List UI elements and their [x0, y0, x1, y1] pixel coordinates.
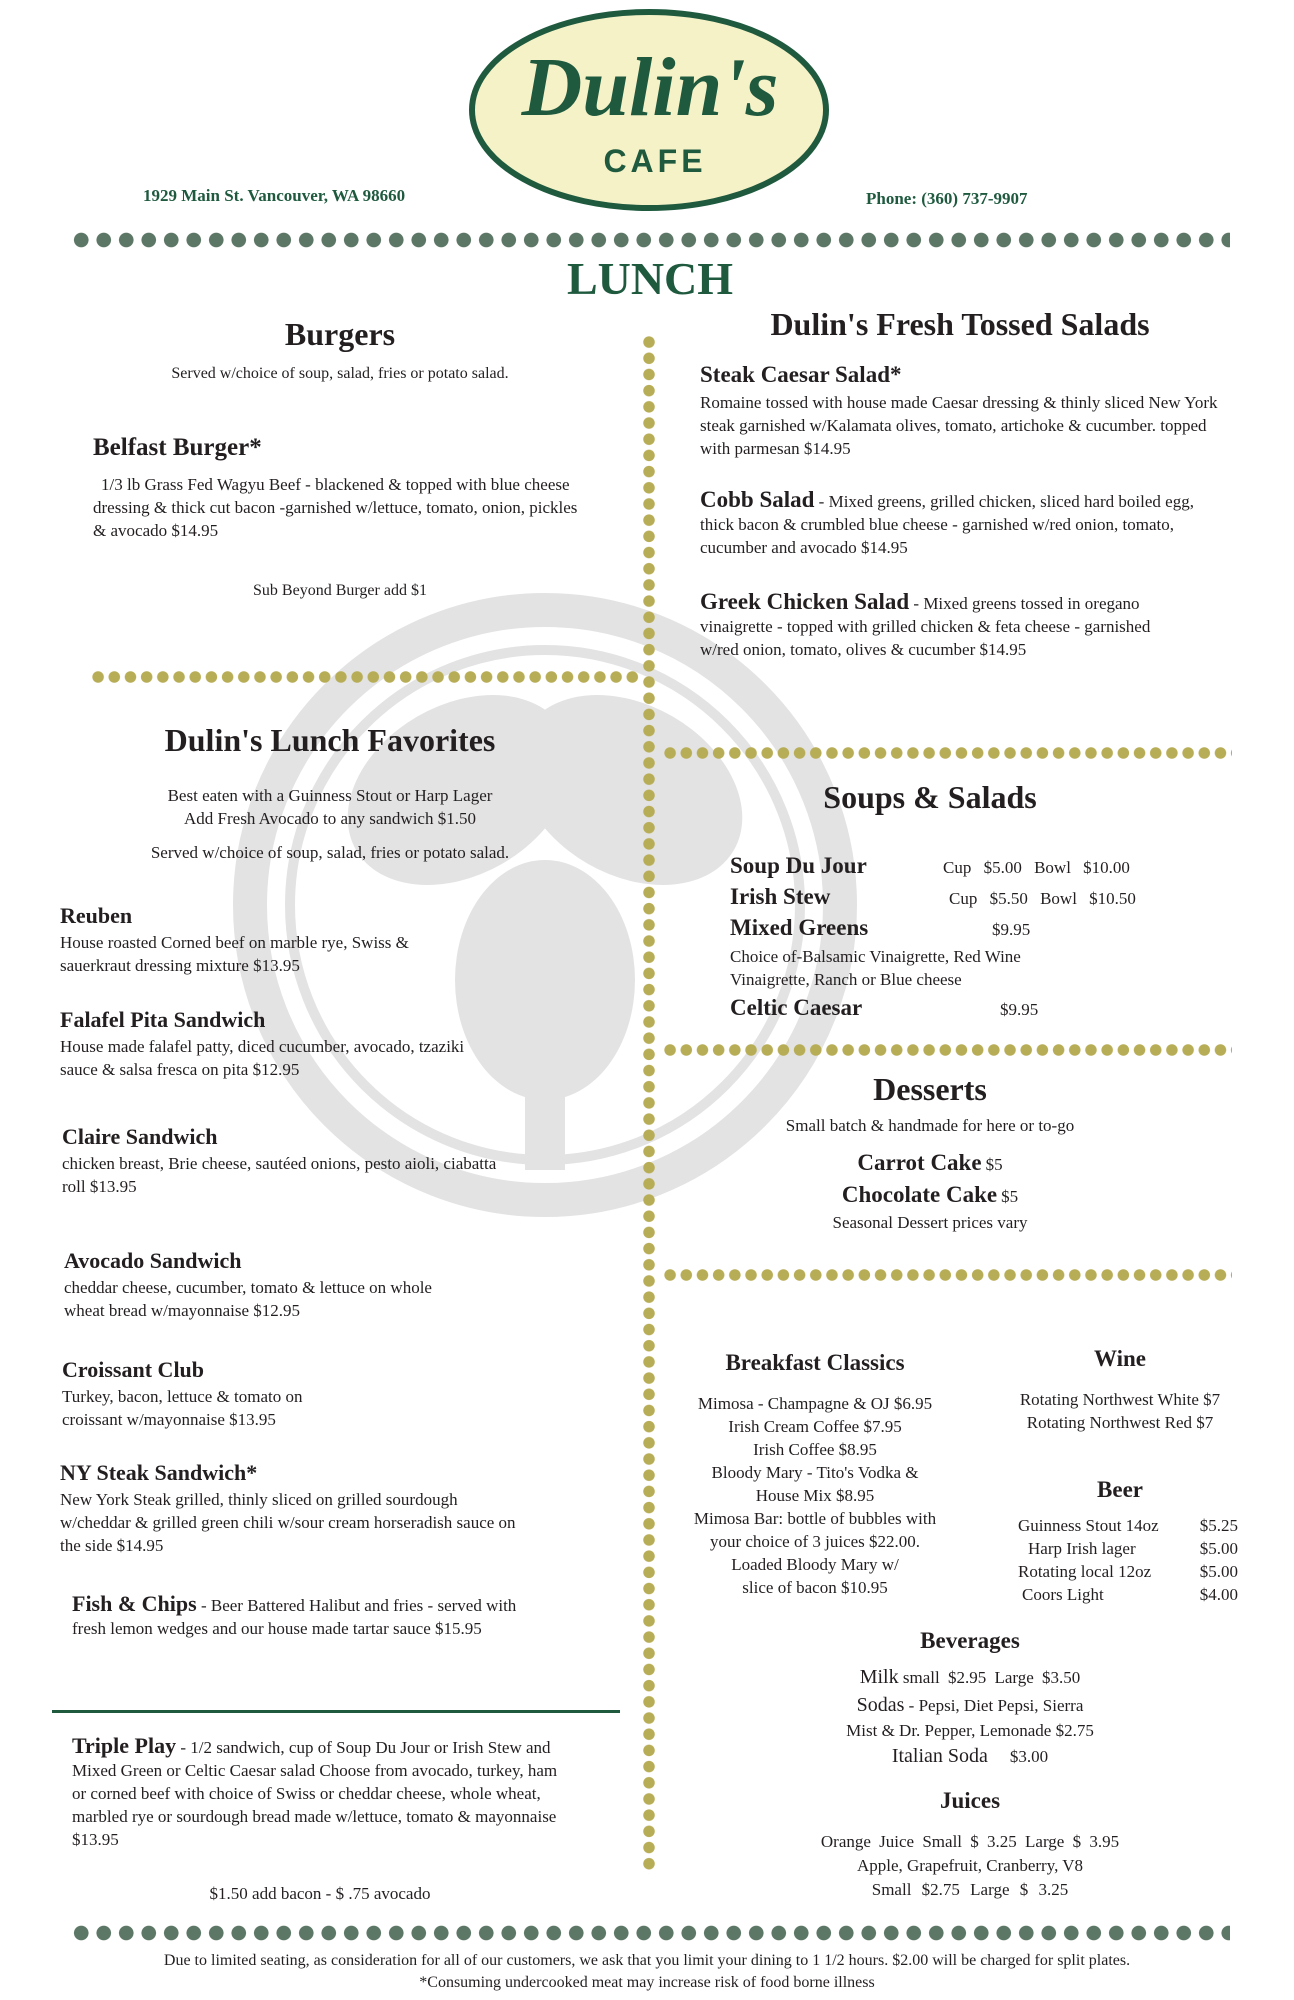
fav-item-desc: chicken breast, Brie cheese, sautéed onions, pesto aioli, ciabatta roll $13.95 [62, 1154, 497, 1196]
soup-row [730, 915, 1200, 941]
sodas-line [770, 1694, 1170, 1717]
breakfast-line: your choice of 3 juices $22.00. [709, 1532, 921, 1551]
fish-chips [72, 1592, 522, 1640]
triple-play-extra: $1.50 add bacon - $ .75 avocado [209, 1884, 431, 1903]
soup-row [730, 884, 1200, 910]
beverages-title: Beverages [920, 1628, 1020, 1653]
soup-row [730, 995, 1200, 1021]
salad-item-name: Cobb Salad [700, 487, 815, 512]
sodas-label: Sodas [856, 1694, 905, 1716]
fav-item-desc: House made falafel patty, diced cucumber, avocado, tzaziki sauce & salsa fresca on pita $12.95 [60, 1037, 465, 1079]
beer-title: Beer [1097, 1477, 1143, 1502]
breakfast-line: Mimosa - Champagne & OJ $6.95 [697, 1394, 933, 1413]
breakfast-line: slice of bacon $10.95 [742, 1578, 888, 1597]
breakfast-line: House Mix $8.95 [755, 1486, 875, 1505]
italian-soda-label: Italian Soda [891, 1745, 988, 1767]
salad-item-desc: Romaine tossed with house made Caesar dressing & thinly sliced New York steak garnished w/Kalamata olives, tomato, artichoke & cucumber. topped with parmesan $14.95 [700, 393, 1218, 458]
burgers-subtitle: Served w/choice of soup, salad, fries or potato salad. [171, 365, 509, 382]
milk-price: small $2.95 Large $3.50 [902, 1668, 1081, 1687]
juices-line2: Apple, Grapefruit, Cranberry, V8 [856, 1856, 1084, 1875]
column-divider [642, 334, 656, 1874]
soup-price: Cup $5.50 Bowl $10.50 [949, 889, 1136, 908]
beer-price: $4.00 [1199, 1585, 1238, 1604]
beer-price: $5.00 [1199, 1562, 1238, 1581]
soup-price: $9.95 [1000, 1000, 1039, 1019]
breakfast-line: Mimosa Bar: bottle of bubbles with [693, 1509, 937, 1528]
wine-line: Rotating Northwest White $7 [1019, 1390, 1221, 1409]
address: 1929 Main St. Vancouver, WA 98660 [143, 186, 406, 205]
triple-play-desc: - 1/2 sandwich, cup of Soup Du Jour or Irish Stew and Mixed Green or Celtic Caesar salad Choose from avocado, turkey, ham or corned beef with choice of Swiss or cheddar cheese, whole wheat, marbled rye or sourdough bread made w/lettuce, tomato & mayonnaise $13.95 [72, 1738, 558, 1849]
desserts-note: Seasonal Dessert prices vary [832, 1213, 1028, 1232]
logo-name: Dulin's [521, 41, 779, 134]
breakfast-list [660, 1392, 970, 1599]
italian-soda-line [770, 1745, 1170, 1768]
bottom-divider [70, 1924, 1230, 1942]
salad-item-name: Steak Caesar Salad* [700, 362, 902, 387]
cobb-salad [700, 488, 1210, 559]
beer-list [1018, 1514, 1238, 1606]
belfast-burger-name: Belfast Burger* [93, 434, 262, 461]
dessert-name: Chocolate Cake [841, 1182, 998, 1207]
soup-name: Soup Du Jour [730, 853, 867, 878]
triple-play [72, 1734, 572, 1851]
breakfast-title: Breakfast Classics [725, 1350, 905, 1375]
salad-item-name: Greek Chicken Salad [700, 589, 910, 614]
juices-line1: Orange Juice Small $ 3.25 Large $ 3.95 [820, 1832, 1120, 1851]
beer-name: Guinness Stout 14oz [1018, 1516, 1159, 1535]
juices-line3: Small $2.75 Large $ 3.25 [871, 1880, 1069, 1899]
milk-line [770, 1666, 1170, 1689]
fav-item-name: Croissant Club [62, 1357, 205, 1382]
desserts-divider [662, 1268, 1232, 1282]
fav-item-name: Reuben [60, 903, 133, 928]
fav-item-name: Falafel Pita Sandwich [60, 1007, 266, 1032]
breakfast-line: Loaded Bloody Mary w/ [731, 1555, 899, 1574]
beer-row [1018, 1560, 1238, 1583]
breakfast-line: Bloody Mary - Tito's Vodka & [711, 1463, 919, 1482]
soup-name: Mixed Greens [730, 915, 869, 940]
footer-line2: *Consuming undercooked meat may increase risk of food borne illness [419, 1974, 875, 1991]
breakfast-line: Irish Coffee $8.95 [753, 1440, 877, 1459]
phone: Phone: (360) 737-9907 [866, 189, 1028, 208]
salads-title: Dulin's Fresh Tossed Salads [770, 306, 1150, 342]
favorites-line3: Served w/choice of soup, salad, fries or potato salad. [150, 843, 510, 862]
triple-play-name: Triple Play [72, 1733, 177, 1758]
salad-item-desc: - Mixed greens, grilled chicken, sliced hard boiled egg, thick bacon & crumbled blue cheese - garnished w/red onion, tomato, cucumber and avocado $14.95 [700, 492, 1194, 557]
menu-title: LUNCH [566, 253, 734, 304]
fav-item-desc: cheddar cheese, cucumber, tomato & lettuce on whole wheat bread w/mayonnaise $12.95 [64, 1278, 432, 1320]
sodas-desc: - Pepsi, Diet Pepsi, Sierra [904, 1696, 1084, 1715]
desserts-subtitle: Small batch & handmade for here or to-go [785, 1116, 1075, 1135]
sodas-line2: Mist & Dr. Pepper, Lemonade $2.75 [846, 1721, 1094, 1740]
dessert-row [760, 1150, 1100, 1176]
footer-line1: Due to limited seating, as consideration for all of our customers, we ask that you limit your dining to 1 1/2 hours. $2.00 will be charged for split plates. [163, 1952, 1131, 1969]
breakfast-line: Irish Cream Coffee $7.95 [728, 1417, 902, 1436]
wine-line: Rotating Northwest Red $7 [1026, 1413, 1214, 1432]
soup-name: Celtic Caesar [730, 995, 863, 1020]
soups-title: Soups & Salads [823, 779, 1037, 815]
wine-title: Wine [1094, 1346, 1146, 1371]
fav-item-name: Claire Sandwich [62, 1124, 218, 1149]
fav-item-name: Avocado Sandwich [64, 1248, 242, 1273]
beer-name: Harp Irish lager [1028, 1539, 1136, 1558]
beer-name: Coors Light [1022, 1585, 1104, 1604]
beer-price: $5.25 [1199, 1516, 1238, 1535]
desserts-title: Desserts [873, 1071, 987, 1107]
beer-row [1018, 1514, 1238, 1537]
soup-name: Irish Stew [730, 884, 831, 909]
fav-item-name: Fish & Chips [72, 1591, 197, 1616]
triple-play-rule [52, 1710, 620, 1713]
burgers-title: Burgers [284, 316, 396, 352]
greek-salad [700, 590, 1180, 661]
soup-price: $9.95 [992, 920, 1031, 939]
juices-title: Juices [939, 1788, 1001, 1813]
burgers-note: Sub Beyond Burger add $1 [253, 582, 427, 599]
beer-row [1018, 1583, 1238, 1606]
favorites-title: Dulin's Lunch Favorites [164, 722, 496, 758]
favorites-line2: Add Fresh Avocado to any sandwich $1.50 [184, 809, 476, 828]
wine-list [990, 1388, 1250, 1434]
favorites-line1: Best eaten with a Guinness Stout or Harp Lager [167, 786, 493, 805]
salad-item-desc: - Mixed greens tossed in oregano vinaigrette - topped with grilled chicken & feta cheese - garnished w/red onion, tomato, olives & cucumber $14.95 [700, 594, 1151, 659]
beer-price: $5.00 [1199, 1539, 1238, 1558]
fav-item-desc: House roasted Corned beef on marble rye, Swiss & sauerkraut dressing mixture $13.95 [60, 933, 409, 975]
soup-row [730, 853, 1200, 879]
milk-label: Milk [859, 1666, 899, 1688]
dessert-price: $5 [985, 1155, 1003, 1174]
salads-divider [662, 746, 1232, 760]
beer-row [1018, 1537, 1238, 1560]
soup-price: Cup $5.00 Bowl $10.00 [943, 858, 1130, 877]
logo-sub: CAFE [603, 143, 707, 179]
beer-name: Rotating local 12oz [1018, 1562, 1152, 1581]
dessert-name: Carrot Cake [857, 1150, 982, 1175]
belfast-burger-desc: 1/3 lb Grass Fed Wagyu Beef - blackened & topped with blue cheese dressing & thick cut bacon -garnished w/lettuce, tomato, onion, pickles & avocado $14.95 [93, 475, 578, 540]
fav-item-name: NY Steak Sandwich* [60, 1460, 258, 1485]
fav-item-desc: - Beer Battered Halibut and fries - served with fresh lemon wedges and our house made tartar sauce $15.95 [72, 1596, 517, 1638]
dessert-row [760, 1182, 1100, 1208]
dessert-price: $5 [1001, 1187, 1019, 1206]
greens-note: Choice of-Balsamic Vinaigrette, Red Wine Vinaigrette, Ranch or Blue cheese [730, 947, 1021, 989]
soups-divider [662, 1043, 1232, 1057]
top-divider [70, 231, 1230, 249]
fav-item-desc: Turkey, bacon, lettuce & tomato on croissant w/mayonnaise $13.95 [62, 1387, 303, 1429]
burgers-divider [90, 670, 640, 684]
italian-soda-price: $3.00 [1009, 1747, 1049, 1766]
fav-item-desc: New York Steak grilled, thinly sliced on grilled sourdough w/cheddar & grilled green chili w/sour cream horseradish sauce on the side $14.95 [60, 1490, 516, 1555]
